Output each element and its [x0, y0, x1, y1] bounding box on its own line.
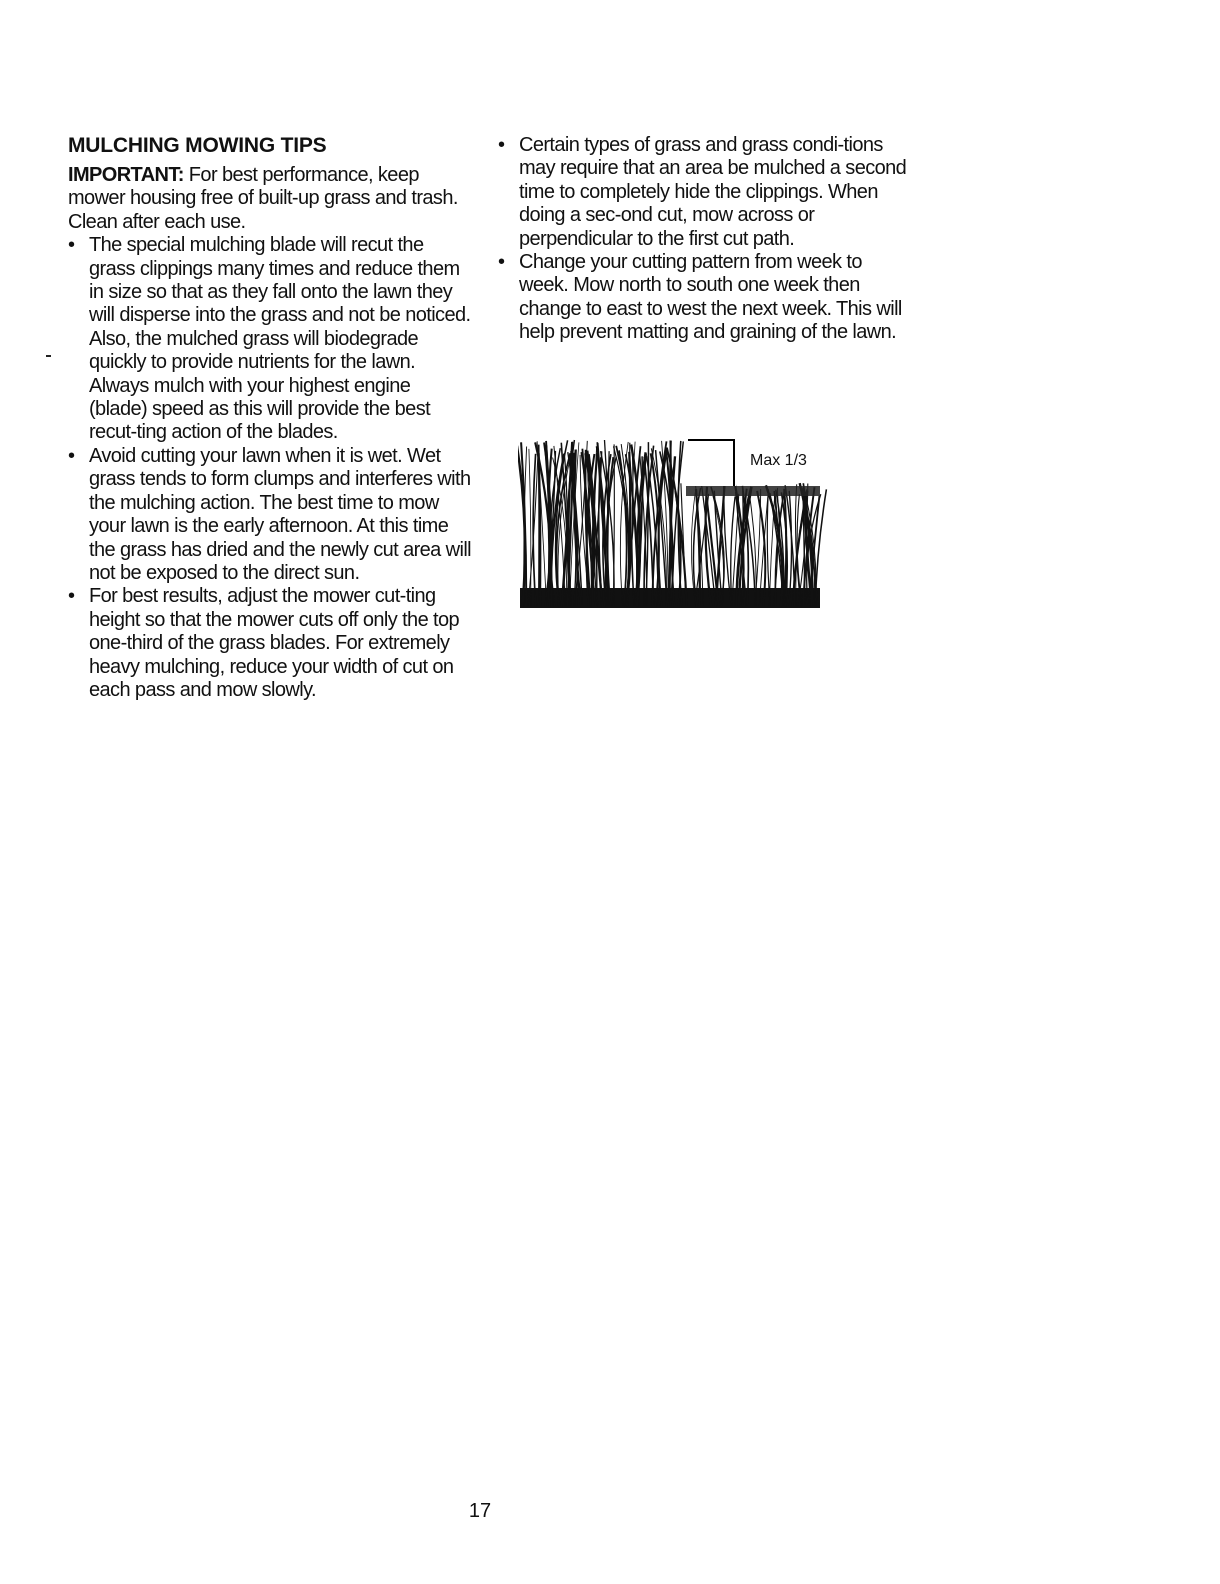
section-heading: MULCHING MOWING TIPS [68, 134, 327, 157]
figure-label: Max 1/3 [750, 452, 807, 469]
right-bullet-list [498, 134, 908, 345]
list-item-text: For best results, adjust the mower cut-ting height so that the mower cuts off only the top one-third of the grass blades. For extremely heavy mulching, reduce your width of cut on each pass and mow slowly. [89, 585, 460, 701]
scan-mark [46, 355, 51, 357]
list-item [68, 585, 473, 702]
list-item-text: Certain types of grass and grass condi-tions may require that an area be mulched a second time to completely hide the clippings. When doing a sec-ond cut, mow across or perpendicular to the first cut path. [519, 134, 907, 250]
left-column [68, 134, 473, 702]
important-text: For best performance, keep mower housing free of built-up grass and trash. Clean after each use. [68, 164, 458, 233]
grass-height-figure [518, 428, 828, 618]
important-note [68, 164, 473, 234]
bullet-marker: • [68, 444, 75, 467]
list-item-text: The special mulching blade will recut the grass clippings many times and reduce them in size so that as they fall onto the lawn they will disperse into the grass and not be noticed. Also, the mulched grass will biodegrade quickly to provide nutrients for the lawn. Always mulch with your highest engine (blade) speed as this will provide the best recut-ting action of the blades. [89, 234, 471, 444]
page-number: 17 [468, 1500, 492, 1522]
bullet-marker: • [68, 585, 75, 608]
bullet-marker: • [68, 234, 75, 257]
left-bullet-list [68, 234, 473, 702]
bullet-marker: • [498, 251, 505, 274]
important-label: IMPORTANT: [68, 164, 184, 186]
list-item-text: Avoid cutting your lawn when it is wet. Wet grass tends to form clumps and interferes with the mulching action. The best time to mow your lawn is the early afternoon. At this time the grass has dried and the newly cut area will not be exposed to the direct sun. [89, 444, 472, 584]
list-item [68, 234, 473, 445]
right-column [498, 134, 908, 345]
bullet-marker: • [498, 134, 505, 156]
list-item [68, 445, 473, 585]
list-item [498, 134, 908, 251]
list-item [498, 251, 908, 345]
list-item-text: Change your cutting pattern from week to week. Mow north to south one week then change to east to west the next week. This will help prevent matting and graining of the lawn. [519, 251, 902, 344]
